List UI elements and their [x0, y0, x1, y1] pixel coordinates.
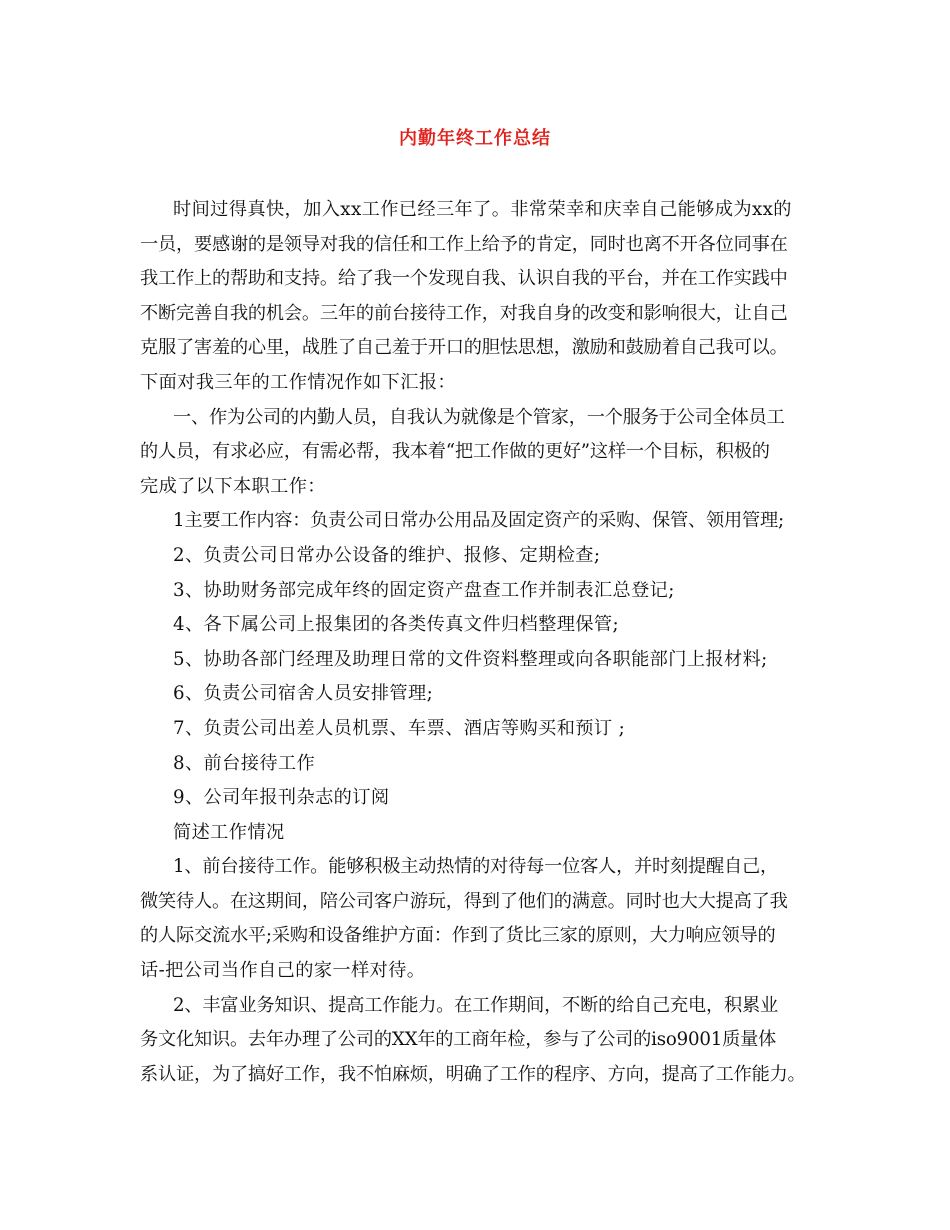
- list-item: 7、负责公司出差人员机票、车票、酒店等购买和预订 ;: [173, 717, 626, 739]
- paragraph-line: 下面对我三年的工作情况作如下汇报：: [140, 371, 456, 393]
- paragraph-line: 时间过得真快，加入xx工作已经三年了。非常荣幸和庆幸自己能够成为xx的: [173, 199, 792, 220]
- list-item: 9、公司年报刊杂志的订阅: [173, 787, 390, 809]
- section-heading: 简述工作情况: [173, 821, 285, 843]
- paragraph-line: 微笑待人。在这期间，陪公司客户游玩，得到了他们的满意。同时也大大提高了我: [140, 890, 788, 912]
- list-item: 4、各下属公司上报集团的各类传真文件归档整理保管;: [173, 614, 620, 636]
- paragraph-line: 话-把公司当作自己的家一样对待。: [140, 960, 426, 982]
- list-item: 1主要工作内容：负责公司日常办公用品及固定资产的采购、保管、领用管理;: [173, 510, 784, 532]
- document-title: 内勤年终工作总结: [399, 128, 551, 149]
- list-item: 3、协助财务部完成年终的固定资产盘查工作并制表汇总登记;: [173, 579, 675, 601]
- list-item: 5、协助各部门经理及助理日常的文件资料整理或向各职能部门上报材料;: [173, 648, 768, 670]
- paragraph-line: 不断完善自我的机会。三年的前台接待工作，对我自身的改变和影响很大，让自己: [140, 302, 788, 324]
- list-item: 8、前台接待工作: [173, 752, 316, 774]
- list-item: 6、负责公司宿舍人员安排管理;: [173, 683, 434, 705]
- paragraph-line: 的人员，有求必应，有需必帮，我本着“把工作做的更好”这样一个目标，积极的: [140, 441, 770, 463]
- list-item: 2、负责公司日常办公设备的维护、报修、定期检查;: [173, 544, 601, 566]
- paragraph-line: 系认证，为了搞好工作，我不怕麻烦，明确了工作的程序、方向，提高了工作能力。: [140, 1063, 806, 1085]
- paragraph-line: 克服了害羞的心里，战胜了自己羞于开口的胆怯思想，激励和鼓励着自己我可以。: [140, 337, 788, 359]
- paragraph-line: 完成了以下本职工作：: [140, 475, 326, 497]
- paragraph-line: 2、丰富业务知识、提高工作能力。在工作期间，不断的给自己充电，积累业: [173, 994, 778, 1016]
- document-body: [140, 193, 830, 1092]
- paragraph-line: 一员，要感谢的是领导对我的信任和工作上给予的肯定，同时也离不开各位同事在: [140, 233, 788, 255]
- paragraph-line: 我工作上的帮助和支持。给了我一个发现自我、认识自我的平台，并在工作实践中: [140, 268, 788, 290]
- paragraph-line: 务文化知识。去年办理了公司的XX年的工商年检，参与了公司的iso9001质量体: [140, 1029, 777, 1051]
- paragraph-line: 一、作为公司的内勤人员，自我认为就像是个管家，一个服务于公司全体员工: [173, 406, 785, 428]
- paragraph-line: 1、前台接待工作。能够积极主动热情的对待每一位客人，并时刻提醒自己，: [173, 856, 778, 878]
- paragraph-line: 的人际交流水平;采购和设备维护方面：作到了货比三家的原则，大力响应领导的: [140, 925, 776, 947]
